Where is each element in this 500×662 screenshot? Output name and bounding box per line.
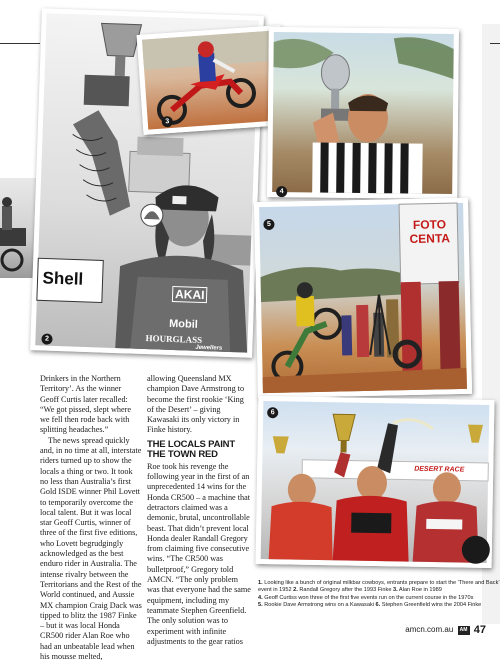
mobil-text: Mobil xyxy=(168,317,199,331)
foto-centa-sign: FOTO CENTA xyxy=(409,217,451,247)
col1-paragraph-2: The news spread quickly and, in no time at all, interstate riders turned up to show the locals a thing or two. It took no less than Australia’s first Gold ISDE winner Phil Lovett to temporarily overcome the local talent. But it was local star Geoff Curtis, winner of three of the first five editions, who Lovett begrudgingly acknowledged as the best enduro rider in Australia. The intense rivalry between the Territorians and the Rest of the World continued, and Aussie MX champion Craig Dack was tipped to blitz the 1987 Finke – but it was local Honda CR500 rider Alan Roe who had an unbeatable lead when his mousse melted, xyxy=(40,435,142,662)
photo-captions xyxy=(258,580,500,610)
rule-right xyxy=(490,43,500,44)
col2-intro: allowing Queensland MX champion Dave Armstrong to become the first rookie ‘King of the Desert’ – giving Kawasaki its only victory in Finke history. xyxy=(147,374,245,435)
photo-3-number: 3 xyxy=(161,116,173,128)
photo-4-number: 4 xyxy=(276,186,287,197)
footer-site[interactable]: amcn.com.au xyxy=(405,625,454,635)
photo-3-motocross xyxy=(137,25,288,135)
page-number: 47 xyxy=(473,624,486,636)
caption-4: 4. Geoff Curtiss won three of the first five events run on the current course in the 1970s xyxy=(258,594,474,601)
photo-6-podium xyxy=(256,396,495,568)
jewellers-text: Jewellers xyxy=(195,344,223,352)
shell-sign-text: Shell xyxy=(42,268,84,289)
photo-2-number: 2 xyxy=(41,333,52,344)
photo-5-number: 5 xyxy=(263,219,274,230)
col1-paragraph-1: Drinkers in the Northern Territory’. As the winner Geoff Curtis later recalled: “We got pissed, slept where we fell then rode back with splitting headaches.” xyxy=(40,374,131,435)
photo-6-number: 6 xyxy=(267,407,278,418)
amcn-logo-icon: AM xyxy=(458,626,470,635)
col2-body: Roe took his revenge the following year in the first of an unprecedented 14 wins for the Honda CR500 – a machine that detractors claimed was a demonic, brutal, uncontrollable beast. That didn’t prevent local Honda dealer Randall Gregory from claiming five consecutive wins. “The CR500 was bulletproof,” Gregory told AMCN. “The only problem was that everyone had the same equipment, including my teammate Stephen Greenfield. The only solution was to experiment with infinite adjustments to the gear ratios xyxy=(147,461,251,646)
hourglass-text: HOURGLASS xyxy=(145,333,203,346)
caption-2: 2. Randall Gregory after the 1993 Finke xyxy=(293,587,392,594)
motocross-rider-illustration xyxy=(142,30,282,129)
podium-celebration-illustration xyxy=(261,401,490,563)
caption-6: 6. Stephen Greenfield wins the 2004 Finke xyxy=(375,602,482,609)
rule-left xyxy=(0,43,40,44)
caption-1: 1. Looking like a bunch of original milkbar cowboys, entrants prepare to start the ‘There and Back’ event in 1952 xyxy=(258,580,500,594)
photo-5-finish-line xyxy=(254,198,472,398)
article-column-2 xyxy=(147,374,251,647)
page-footer xyxy=(405,624,486,636)
article-column-1 xyxy=(40,374,142,662)
caption-3: 3. Alan Roe in 1989 xyxy=(393,587,442,594)
desert-race-banner: DESERT RACE xyxy=(414,465,465,474)
section-subhead: THE LOCALS PAINT THE TOWN RED xyxy=(147,438,235,460)
trophy-man-illustration xyxy=(272,32,454,194)
photo-4-trophy-man xyxy=(267,27,459,199)
akai-logo-text: AKAI xyxy=(172,286,208,303)
caption-5: 5. Rookie Dave Armstrong wins on a Kawasaki xyxy=(258,602,374,609)
